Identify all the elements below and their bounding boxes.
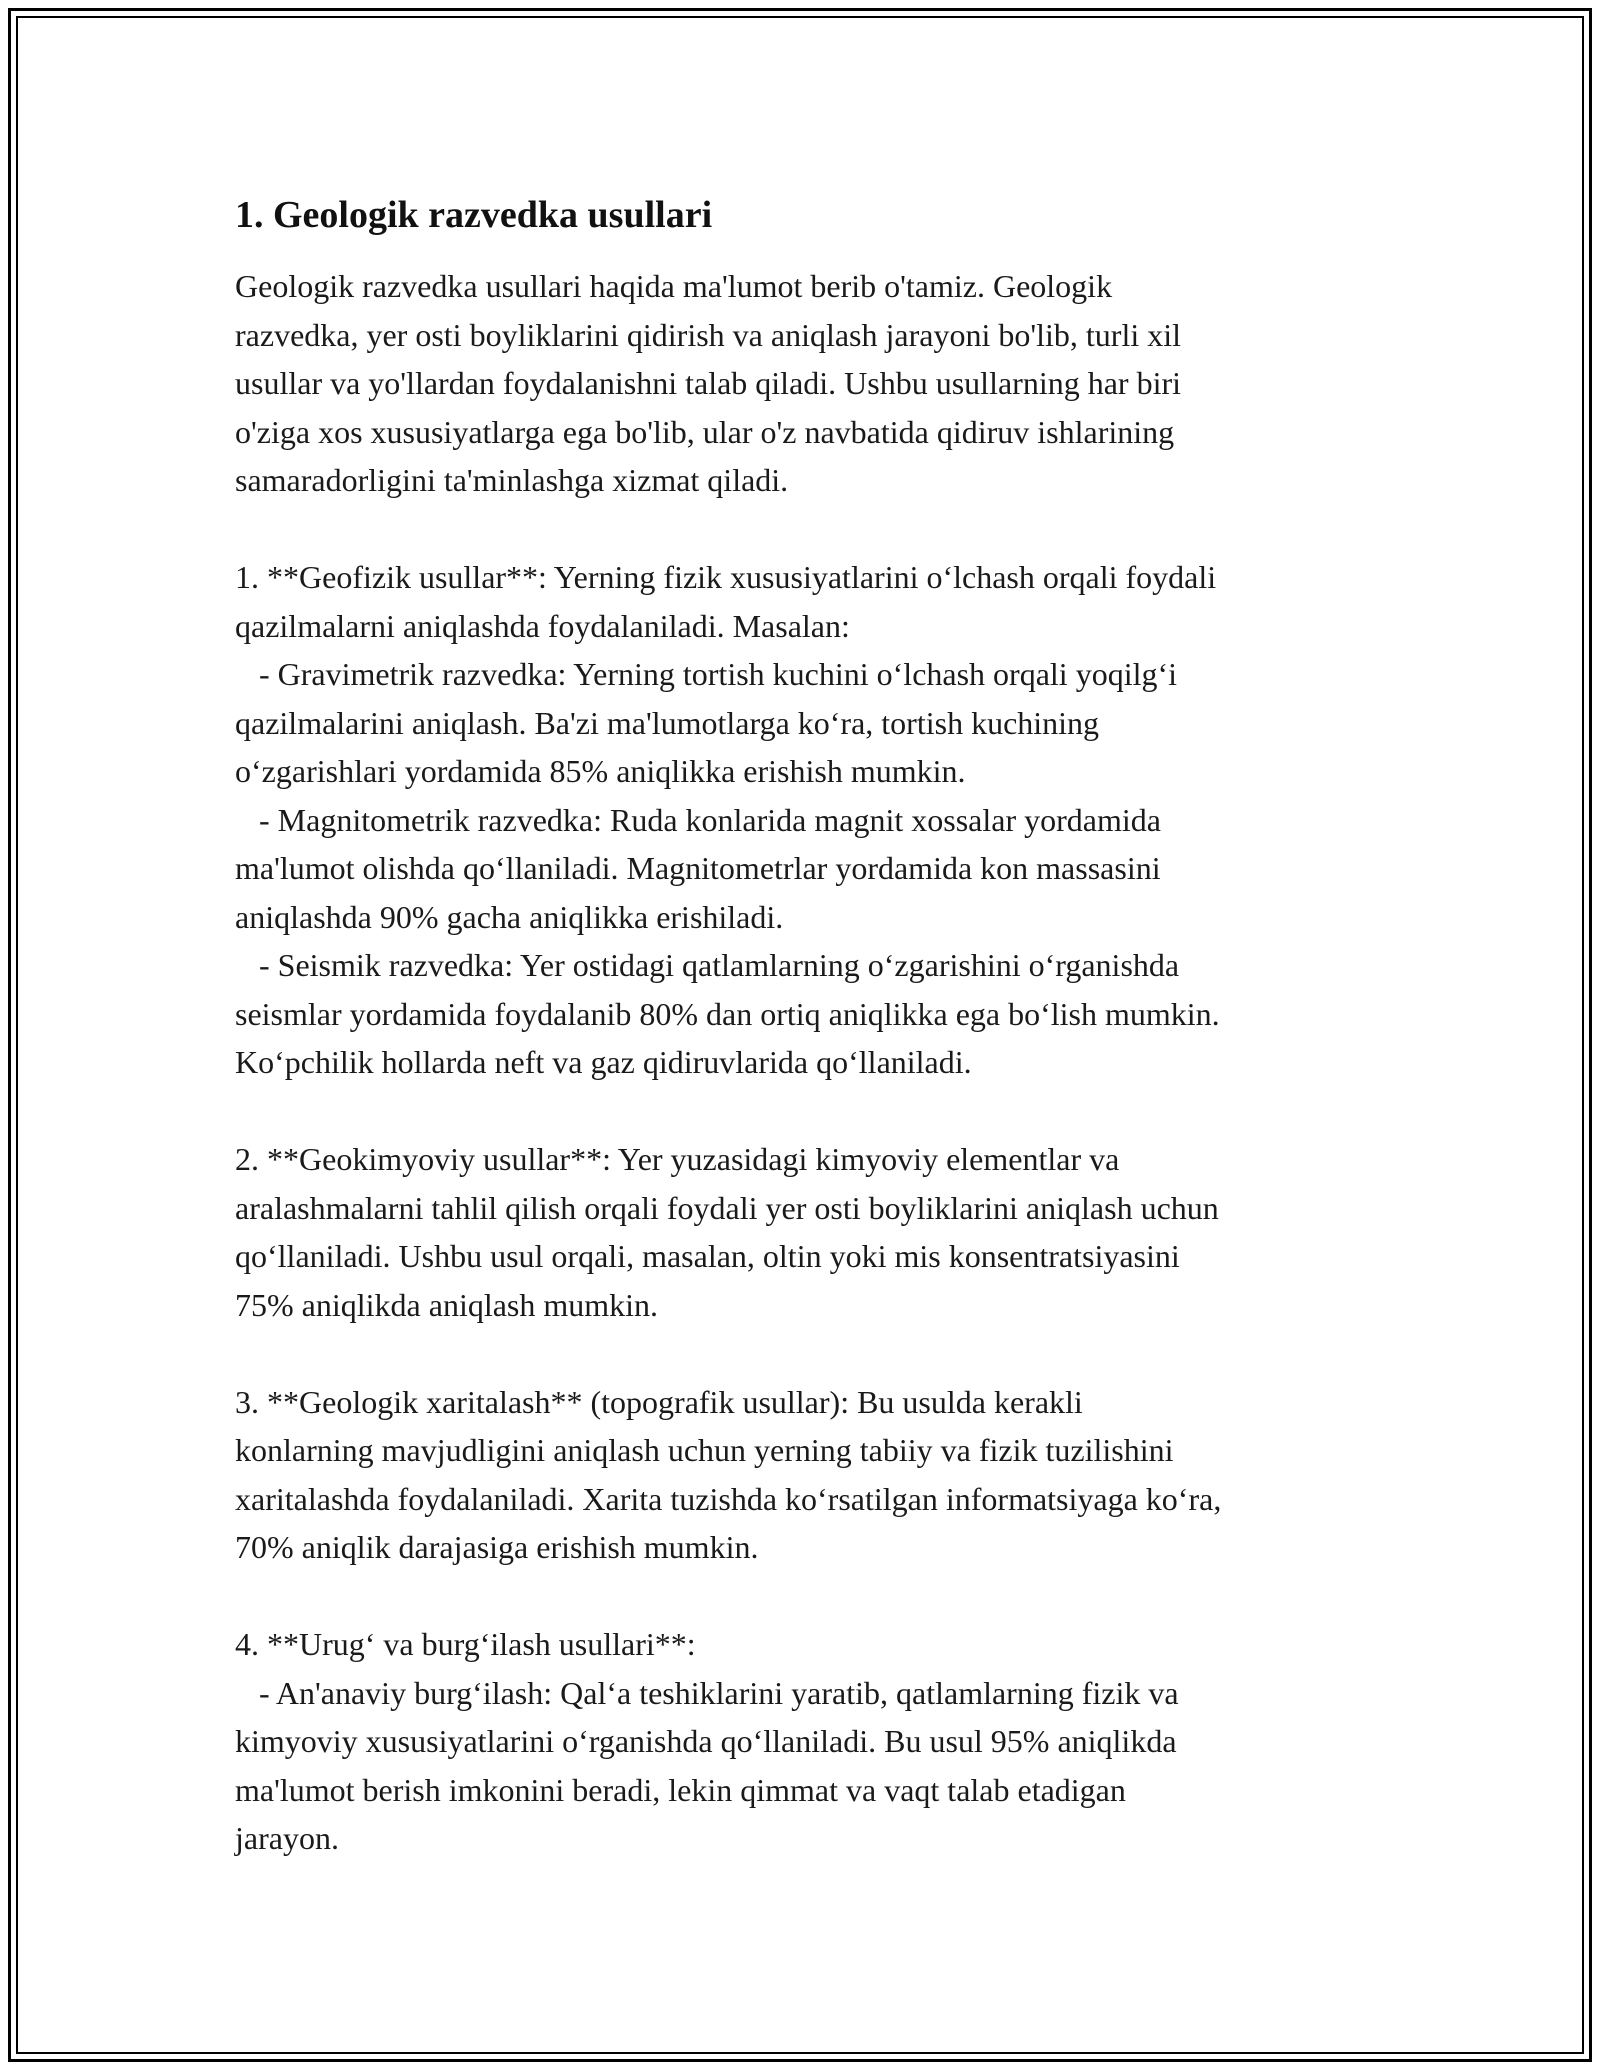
text-line: 1. **Geofizik usullar**: Yerning fizik xususiyatlarini oʻlchash orqali foydali — [235, 559, 1217, 595]
document-body — [235, 190, 1385, 1863]
text-line: qazilmalarini aniqlash. Ba'zi ma'lumotlarga koʻra, tortish kuchining — [235, 704, 1100, 741]
text-line: seismlar yordamida foydalanib 80% dan ortiq aniqlikka ega boʻlish mumkin. — [235, 995, 1220, 1032]
text-line: 2. **Geokimyoviy usullar**: Yer yuzasidagi kimyoviy elementlar va — [235, 1141, 1120, 1177]
section-xaritalash — [235, 1378, 1385, 1572]
text-line: 4. **Urugʻ va burgʻilash usullari**: — [235, 1626, 696, 1662]
text-line: konlarning mavjudligini aniqlash uchun yerning tabiiy va fizik tuzilishini — [235, 1432, 1174, 1468]
text-line: ma'lumot berish imkonini beradi, lekin qimmat va vaqt talab etadigan — [235, 1771, 1126, 1808]
text-line: xaritalashda foydalaniladi. Xarita tuzishda koʻrsatilgan informatsiyaga koʻra, — [235, 1480, 1222, 1517]
text-line: ma'lumot olishda qoʻllaniladi. Magnitometrlar yordamida kon massasini — [235, 850, 1161, 886]
document-title: 1. Geologik razvedka usullari — [235, 194, 713, 236]
text-line: - Seismik razvedka: Yer ostidagi qatlamlarning oʻzgarishini oʻrganishda — [235, 947, 1180, 983]
text-line: usullar va yo'llardan foydalanishni talab qiladi. Ushbu usullarning har biri — [235, 365, 1181, 401]
text-line: oʻzgarishlari yordamida 85% aniqlikka erishish mumkin. — [235, 753, 966, 789]
text-line: o'ziga xos xususiyatlarga ega bo'lib, ular o'z navbatida qidiruv ishlarining — [235, 413, 1175, 450]
section-burgilash — [235, 1620, 1385, 1863]
text-line: Koʻpchilik hollarda neft va gaz qidiruvlarida qoʻllaniladi. — [235, 1044, 972, 1080]
paragraph-spacer — [235, 1087, 1385, 1136]
text-line: jarayon. — [235, 1820, 339, 1856]
text-line: qazilmalarni aniqlashda foydalaniladi. Masalan: — [235, 607, 850, 644]
text-line: - An'anaviy burgʻilash: Qalʻa teshiklarini yaratib, qatlamlarning fizik va — [235, 1674, 1179, 1711]
text-line: 70% aniqlik darajasiga erishish mumkin. — [235, 1529, 759, 1565]
text-line: Geologik razvedka usullari haqida ma'lumot berib o'tamiz. Geologik — [235, 268, 1113, 304]
text-line: aralashmalarni tahlil qilish orqali foydali yer osti boyliklarini aniqlash uchun — [235, 1189, 1219, 1226]
text-line: - Magnitometrik razvedka: Ruda konlarida magnit xossalar yordamida — [235, 801, 1161, 838]
paragraph-spacer — [235, 1329, 1385, 1378]
text-line: - Gravimetrik razvedka: Yerning tortish kuchini oʻlchash orqali yoqilgʻi — [235, 656, 1178, 692]
paragraph-spacer — [235, 505, 1385, 554]
text-line: 3. **Geologik xaritalash** (topografik usullar): Bu usulda kerakli — [235, 1383, 1083, 1420]
text-line: qoʻllaniladi. Ushbu usul orqali, masalan, oltin yoki mis konsentratsiyasini — [235, 1238, 1180, 1274]
text-line: kimyoviy xususiyatlarini oʻrganishda qoʻllaniladi. Bu usul 95% aniqlikda — [235, 1723, 1177, 1759]
text-line: aniqlashda 90% gacha aniqlikka erishiladi. — [235, 898, 784, 935]
intro-paragraph — [235, 262, 1385, 505]
text-line: razvedka, yer osti boyliklarini qidirish va aniqlash jarayoni bo'lib, turli xil — [235, 316, 1181, 353]
text-line: 75% aniqlikda aniqlash mumkin. — [235, 1286, 659, 1323]
section-geokimyoviy — [235, 1135, 1385, 1329]
section-geofizik — [235, 553, 1385, 1087]
paragraph-spacer — [235, 1572, 1385, 1621]
text-line: samaradorligini ta'minlashga xizmat qiladi. — [235, 462, 789, 498]
